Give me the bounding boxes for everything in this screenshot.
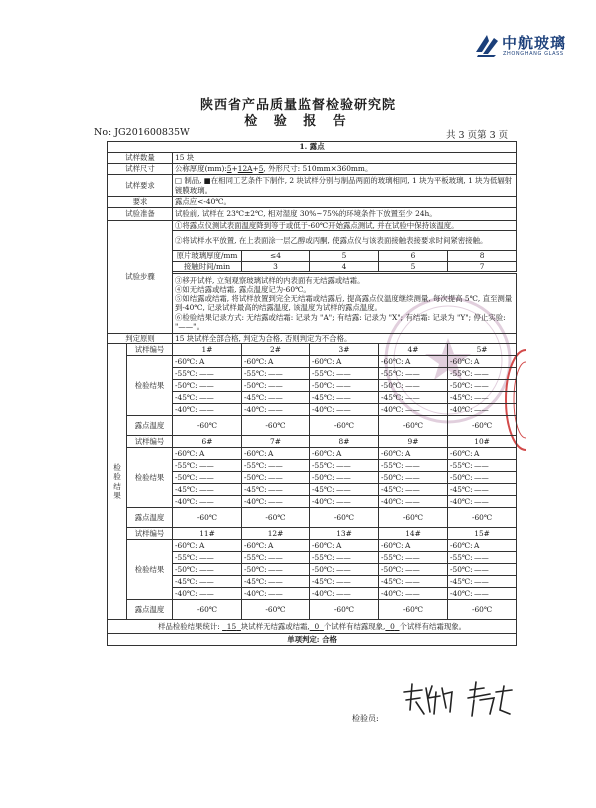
sample-id: 12# (242, 528, 310, 540)
step-4: ④如无结露或结霜, 露点温度记为-60℃。 (175, 284, 311, 294)
dew-point-label: 露点温度 (127, 600, 173, 620)
result-cell: -40℃:—— (173, 588, 242, 600)
result-label: 检验结果 (127, 540, 173, 600)
dew-point-label: 露点温度 (127, 508, 173, 528)
section-heading: 1. 露点 (108, 142, 517, 153)
result-cell: -55℃:—— (310, 552, 379, 564)
result-cell: -45℃:—— (310, 392, 379, 404)
result-cell: -40℃:—— (379, 588, 448, 600)
result-cell: -45℃:—— (242, 392, 310, 404)
dew-point-value: -60℃ (379, 600, 448, 620)
step-1: ①将露点仪测试表面温度降到等于或低于-60℃开始露点测试, 并在试验中保持该温度。 (173, 221, 517, 231)
dew-point-value: -60℃ (379, 416, 448, 436)
dew-point-value: -60℃ (448, 416, 517, 436)
result-cell: -60℃:A (173, 448, 242, 460)
result-cell: -45℃:—— (310, 576, 379, 588)
result-cell: -55℃:—— (379, 368, 448, 380)
result-cell: -40℃:—— (242, 588, 310, 600)
dew-point-value: -60℃ (310, 600, 379, 620)
time-header: 接触时间/min (173, 261, 242, 271)
result-cell: -55℃:—— (310, 368, 379, 380)
sample-id: 5# (448, 344, 517, 356)
prep-label: 试验准备 (108, 208, 173, 221)
time-cell: 4 (310, 261, 379, 271)
sample-id: 8# (310, 436, 379, 448)
result-cell: -55℃:—— (242, 460, 310, 472)
result-cell: -45℃:—— (173, 484, 242, 496)
result-cell: -55℃:—— (173, 368, 242, 380)
requirement-value: □ 制品, ■在相同工艺条件下制作, 2 块试样分别与制品两面的玻璃相同, 1 块为平板玻璃, 1 块为低辐射镀膜玻璃。 (173, 175, 517, 197)
step-2: ②将试样水平放置, 在上表面涂一层乙醇或丙酮, 使露点仪与该表面接触表接要求时间紧密接触。 (173, 231, 517, 251)
result-cell: -50℃:—— (379, 564, 448, 576)
result-cell: -40℃:—— (242, 496, 310, 508)
result-cell: -40℃:—— (310, 404, 379, 416)
step-3: ③移开试样, 立刻观察玻璃试样的内表面有无结露或结霜。 (175, 275, 365, 285)
count-value: 15 块 (173, 153, 517, 164)
result-cell: -50℃:—— (448, 472, 517, 484)
tester-label: 检验员: (352, 714, 379, 723)
result-cell: -40℃:—— (310, 496, 379, 508)
logo-text: 中航玻璃 (502, 34, 567, 52)
company-logo (474, 30, 584, 66)
step-5: ⑤如结露或结霜, 将试样放置到完全无结霜或结露后, 提高露点仪温度继续测量, 每次提高 5℃, 直至测量到-40℃, 记录试样最高的结露温度, 该温度为试样的露点温度。 (175, 294, 513, 313)
report-number: No: JG201600835W (94, 127, 190, 138)
results-section (108, 344, 517, 620)
result-cell: -40℃:—— (448, 496, 517, 508)
require-value: 露点应<-40℃。 (173, 197, 517, 208)
result-cell: -45℃:—— (379, 392, 448, 404)
criteria-label: 判定原则 (108, 333, 173, 343)
thickness-cell: ≤4 (242, 251, 310, 261)
result-cell: -55℃:—— (310, 460, 379, 472)
institute-title: 陕西省产品质量监督检验研究院 (199, 98, 396, 113)
result-cell: -60℃:A (310, 356, 379, 368)
steps-label: 试验步骤 (108, 221, 173, 334)
result-cell: -45℃:—— (310, 484, 379, 496)
result-cell: -50℃:—— (379, 380, 448, 392)
sample-id: 2# (242, 344, 310, 356)
result-cell: -50℃:—— (310, 472, 379, 484)
result-cell: -55℃:—— (448, 368, 517, 380)
sample-id-label: 试样编号 (127, 528, 173, 540)
steps-3-6 (173, 273, 517, 333)
result-cell: -55℃:—— (379, 460, 448, 472)
result-cell: -50℃:—— (173, 564, 242, 576)
result-cell: -50℃:—— (242, 380, 310, 392)
result-cell: -60℃:A (242, 356, 310, 368)
sample-id: 13# (310, 528, 379, 540)
result-cell: -60℃:A (379, 448, 448, 460)
dew-point-label: 露点温度 (127, 416, 173, 436)
sample-id: 15# (448, 528, 517, 540)
logo-subtext: ZHONGHANG GLASS (503, 51, 564, 57)
time-cell: 3 (242, 261, 310, 271)
dew-point-value: -60℃ (242, 416, 310, 436)
result-cell: -55℃:—— (448, 460, 517, 472)
dew-point-value: -60℃ (173, 600, 242, 620)
step-6: ⑥检验结果记录方式: 无结露或结霜: 记录为 "A"; 有结露: 记录为 "X"; 有结霜: 记录为 "Y"; 停止实验: "——"。 (175, 312, 506, 331)
result-cell: -40℃:—— (448, 404, 517, 416)
result-cell: -50℃:—— (173, 472, 242, 484)
time-cell: 5 (379, 261, 448, 271)
dew-point-value: -60℃ (379, 508, 448, 528)
result-cell: -60℃:A (379, 356, 448, 368)
page-number: 共 3 页第 3 页 (446, 130, 509, 141)
verdict: 单项判定: 合格 (108, 634, 517, 646)
thickness-cell: 8 (448, 251, 517, 261)
result-cell: -55℃:—— (242, 368, 310, 380)
result-cell: -50℃:—— (448, 564, 517, 576)
result-cell: -50℃:—— (310, 380, 379, 392)
result-cell: -45℃:—— (379, 484, 448, 496)
sample-id-label: 试样编号 (127, 436, 173, 448)
time-cell: 7 (448, 261, 517, 271)
result-cell: -55℃:—— (173, 552, 242, 564)
sample-id: 10# (448, 436, 517, 448)
result-cell: -50℃:—— (310, 564, 379, 576)
result-cell: -45℃:—— (173, 576, 242, 588)
result-cell: -45℃:—— (448, 484, 517, 496)
result-cell: -50℃:—— (242, 564, 310, 576)
result-label: 检验结果 (127, 356, 173, 416)
sample-id: 9# (379, 436, 448, 448)
result-cell: -45℃:—— (448, 392, 517, 404)
result-cell: -40℃:—— (242, 404, 310, 416)
thickness-header: 原片玻璃厚度/mm (173, 251, 242, 261)
thickness-cell: 5 (310, 251, 379, 261)
report-title: 检 验 报 告 (244, 114, 352, 129)
result-cell: -60℃:A (310, 448, 379, 460)
result-cell: -45℃:—— (242, 484, 310, 496)
result-cell: -60℃:A (242, 540, 310, 552)
result-cell: -55℃:—— (173, 460, 242, 472)
result-cell: -40℃:—— (173, 404, 242, 416)
result-cell: -60℃:A (448, 540, 517, 552)
dew-point-value: -60℃ (173, 508, 242, 528)
result-cell: -60℃:A (379, 540, 448, 552)
sample-id: 7# (242, 436, 310, 448)
logo-mark-icon (474, 32, 500, 58)
prep-value: 试验前, 试样在 23℃±2℃, 相对湿度 30%~75%的环境条件下放置至少 24h。 (173, 208, 517, 221)
result-cell: -40℃:—— (310, 588, 379, 600)
criteria-value: 15 块试样全部合格, 判定为合格, 否则判定为不合格。 (173, 333, 517, 343)
result-cell: -60℃:A (242, 448, 310, 460)
result-cell: -50℃:—— (448, 380, 517, 392)
result-cell: -40℃:—— (379, 496, 448, 508)
result-cell: -40℃:—— (379, 404, 448, 416)
result-cell: -60℃:A (310, 540, 379, 552)
dew-point-value: -60℃ (448, 508, 517, 528)
result-cell: -50℃:—— (173, 380, 242, 392)
result-cell: -55℃:—— (448, 552, 517, 564)
result-cell: -55℃:—— (379, 552, 448, 564)
sample-id: 14# (379, 528, 448, 540)
dew-point-value: -60℃ (242, 600, 310, 620)
result-cell: -40℃:—— (173, 496, 242, 508)
result-cell: -60℃:A (448, 448, 517, 460)
size-label: 试样尺寸 (108, 164, 173, 175)
sample-id: 1# (173, 344, 242, 356)
signature (400, 678, 520, 722)
sample-id: 11# (173, 528, 242, 540)
result-cell: -45℃:—— (448, 576, 517, 588)
results-side-label: 检 验 结 果 (108, 344, 127, 620)
result-cell: -50℃:—— (379, 472, 448, 484)
require-label: 要求 (108, 197, 173, 208)
requirement-label: 试样要求 (108, 175, 173, 197)
summary-line: 样品检验结果统计: 15 块试样无结露或结霜, 0 个试样有结露现象, 0 个试样有结霜现象。 (108, 620, 517, 634)
report-table (107, 141, 517, 646)
result-cell: -60℃:A (448, 356, 517, 368)
sample-id: 4# (379, 344, 448, 356)
dew-point-value: -60℃ (310, 416, 379, 436)
dew-point-value: -60℃ (310, 508, 379, 528)
result-cell: -45℃:—— (379, 576, 448, 588)
result-cell: -45℃:—— (173, 392, 242, 404)
result-cell: -40℃:—— (448, 588, 517, 600)
thickness-cell: 6 (379, 251, 448, 261)
result-cell: -60℃:A (173, 540, 242, 552)
dew-point-value: -60℃ (173, 416, 242, 436)
sample-id-label: 试样编号 (127, 344, 173, 356)
count-label: 试样数量 (108, 153, 173, 164)
sample-id: 6# (173, 436, 242, 448)
sample-id: 3# (310, 344, 379, 356)
dew-point-value: -60℃ (242, 508, 310, 528)
result-cell: -55℃:—— (242, 552, 310, 564)
result-cell: -50℃:—— (242, 472, 310, 484)
result-label: 检验结果 (127, 448, 173, 508)
size-value: 公称厚度(mm):5+12A+5, 外形尺寸: 510mm×360mm。 (173, 164, 517, 175)
result-cell: -45℃:—— (242, 576, 310, 588)
result-cell: -60℃:A (173, 356, 242, 368)
dew-point-value: -60℃ (448, 600, 517, 620)
